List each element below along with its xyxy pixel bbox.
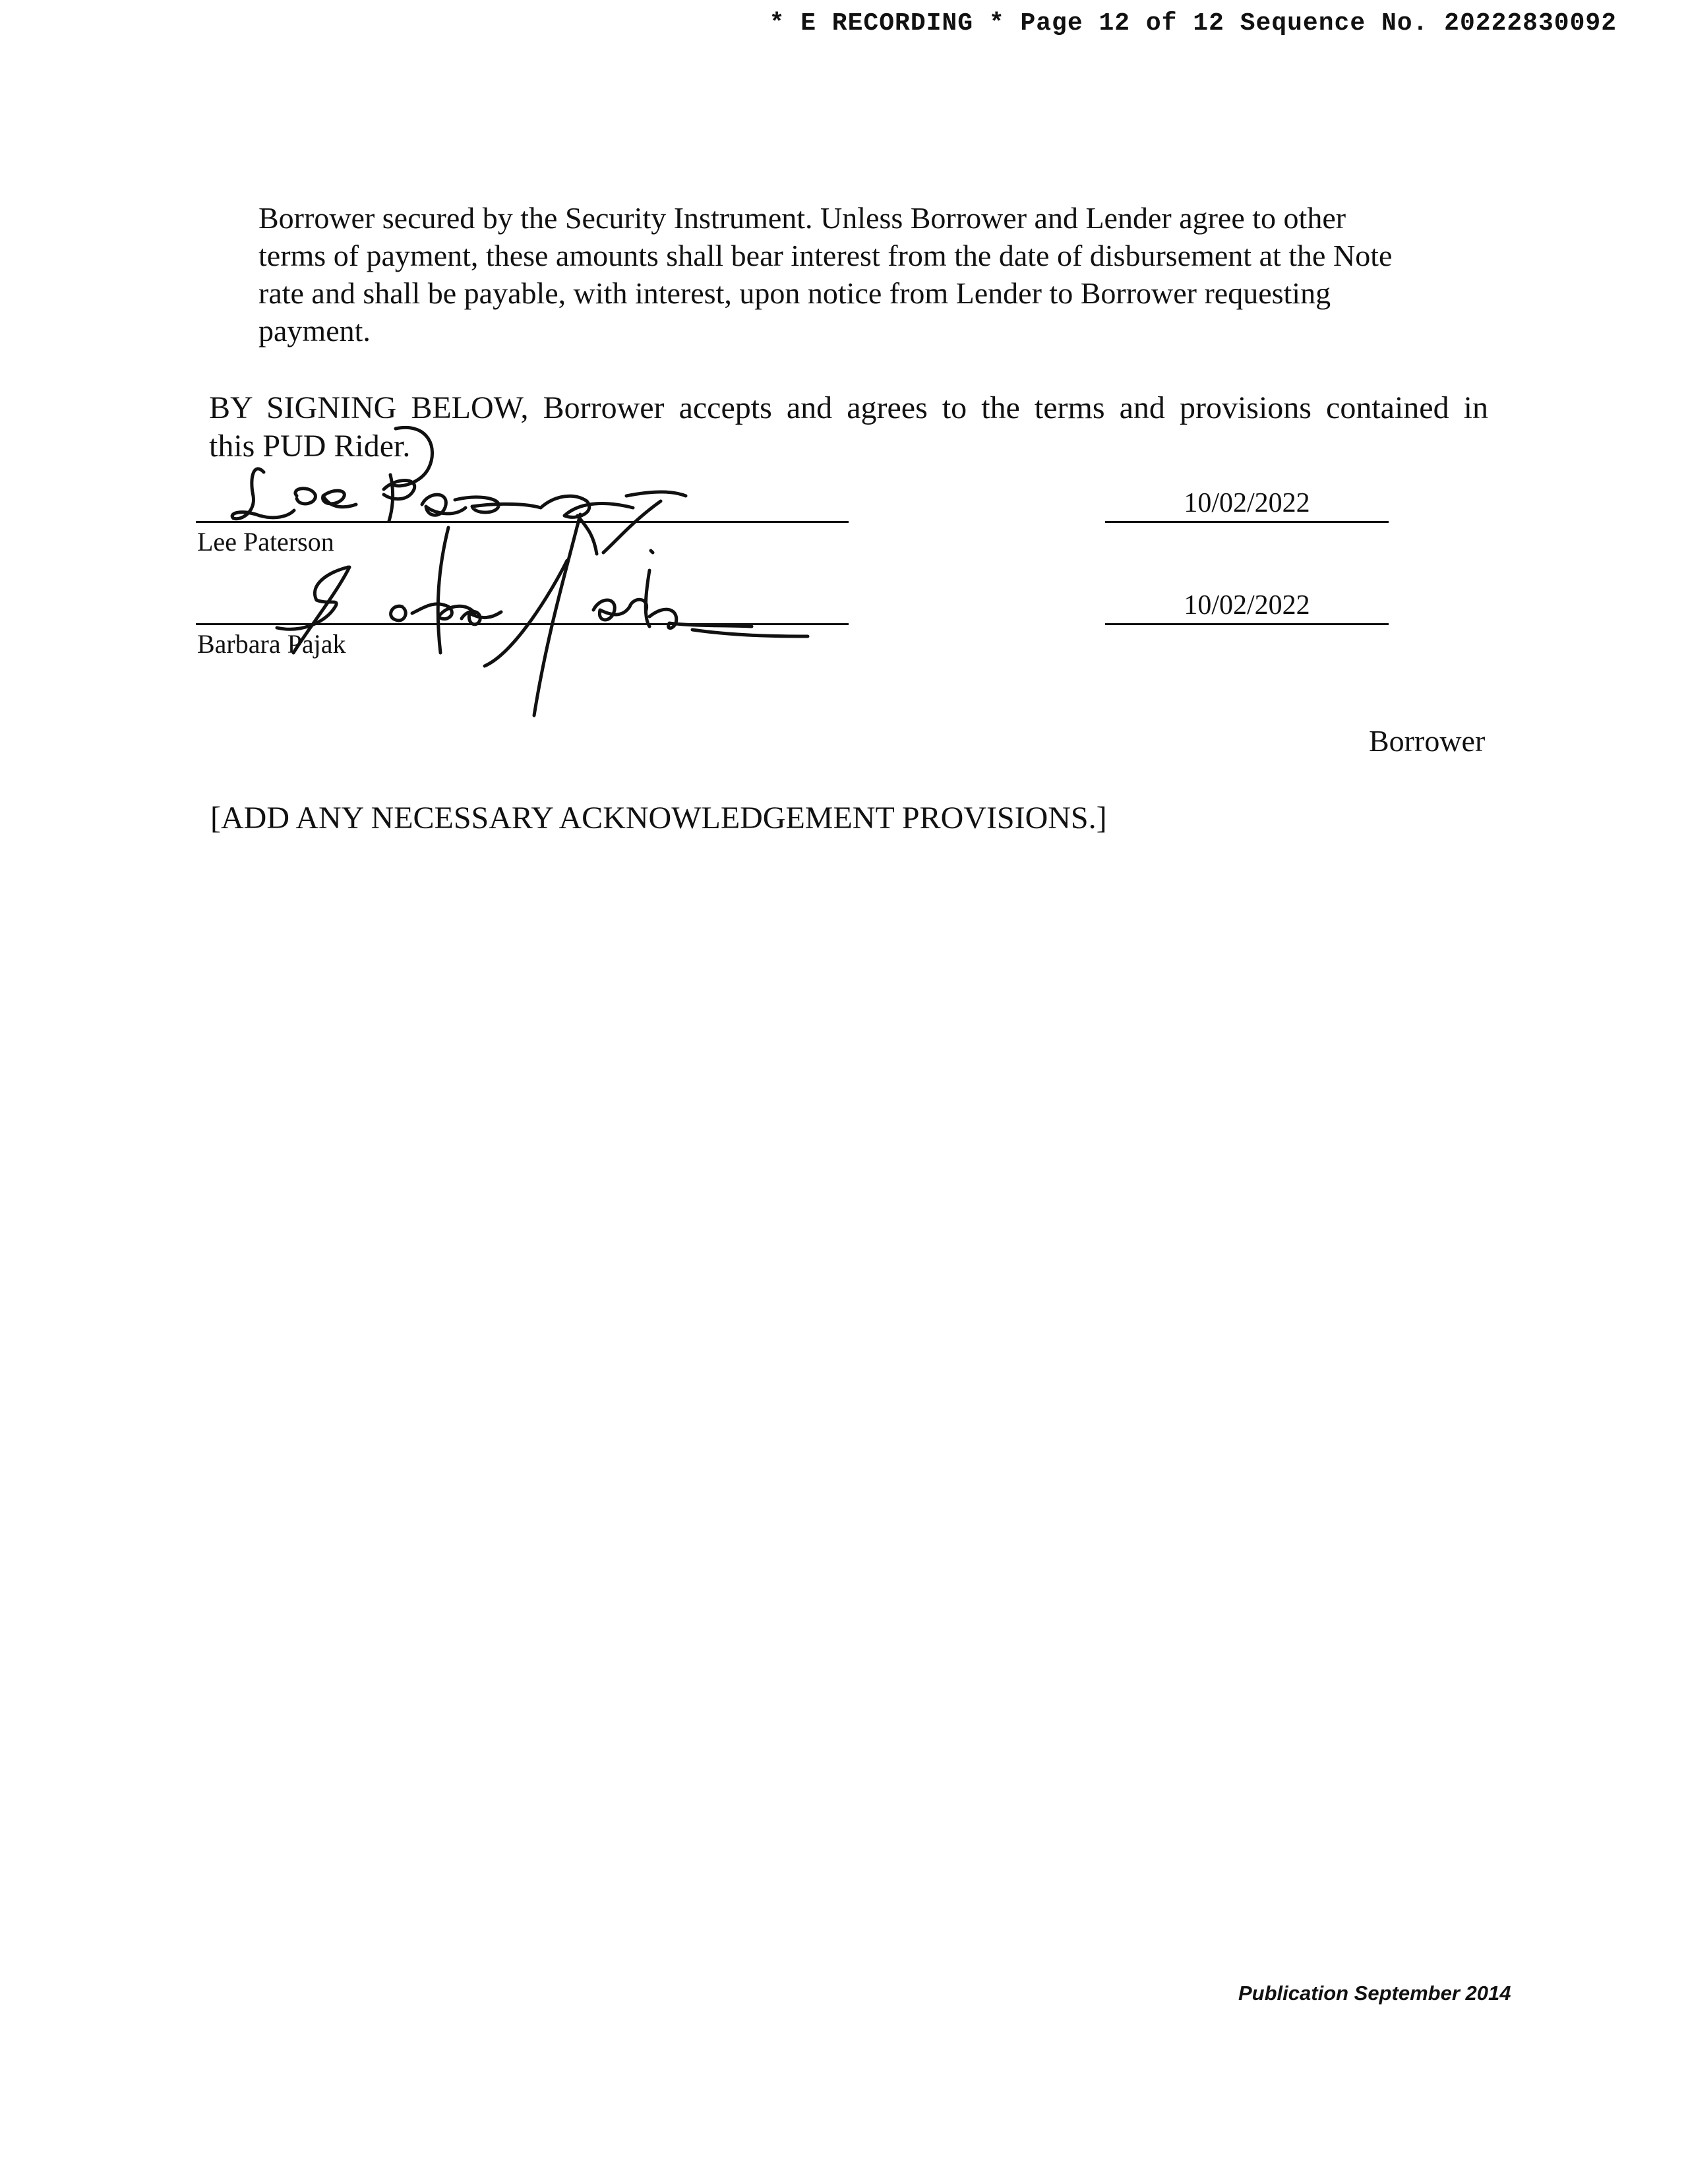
signature-line-1 bbox=[196, 521, 849, 523]
signing-statement-line: BY SIGNING BELOW, Borrower accepts and agrees to the terms and provisions contained in bbox=[209, 390, 1488, 425]
recording-header: * E RECORDING * Page 12 of 12 Sequence No. 20222830092 bbox=[769, 9, 1617, 38]
signature-date-2: 10/02/2022 bbox=[1184, 590, 1310, 621]
paragraph-line: Borrower secured by the Security Instrument. Unless Borrower and Lender agree to other bbox=[258, 201, 1346, 235]
paragraph-line: payment. bbox=[258, 314, 371, 348]
signer-name-1: Lee Paterson bbox=[197, 527, 334, 557]
paragraph-line: rate and shall be payable, with interest, upon notice from Lender to Borrower requesting bbox=[258, 276, 1331, 310]
signature-barbara-pajak bbox=[277, 514, 808, 715]
signer-name-2: Barbara Pajak bbox=[197, 629, 346, 659]
continuation-paragraph bbox=[258, 199, 1511, 349]
publication-footer: Publication September 2014 bbox=[1238, 1982, 1511, 2005]
borrower-label: Borrower bbox=[1369, 724, 1486, 758]
date-line-1 bbox=[1105, 521, 1389, 523]
signature-line-2 bbox=[196, 623, 849, 625]
signing-statement bbox=[209, 389, 1488, 466]
signing-statement-line: this PUD Rider. bbox=[209, 429, 411, 464]
acknowledgement-provisions: [ADD ANY NECESSARY ACKNOWLEDGEMENT PROVISIONS.] bbox=[210, 801, 1107, 835]
date-line-2 bbox=[1105, 623, 1389, 625]
signature-date-1: 10/02/2022 bbox=[1184, 488, 1310, 518]
paragraph-line: terms of payment, these amounts shall bear interest from the date of disbursement at the Note bbox=[258, 239, 1393, 272]
